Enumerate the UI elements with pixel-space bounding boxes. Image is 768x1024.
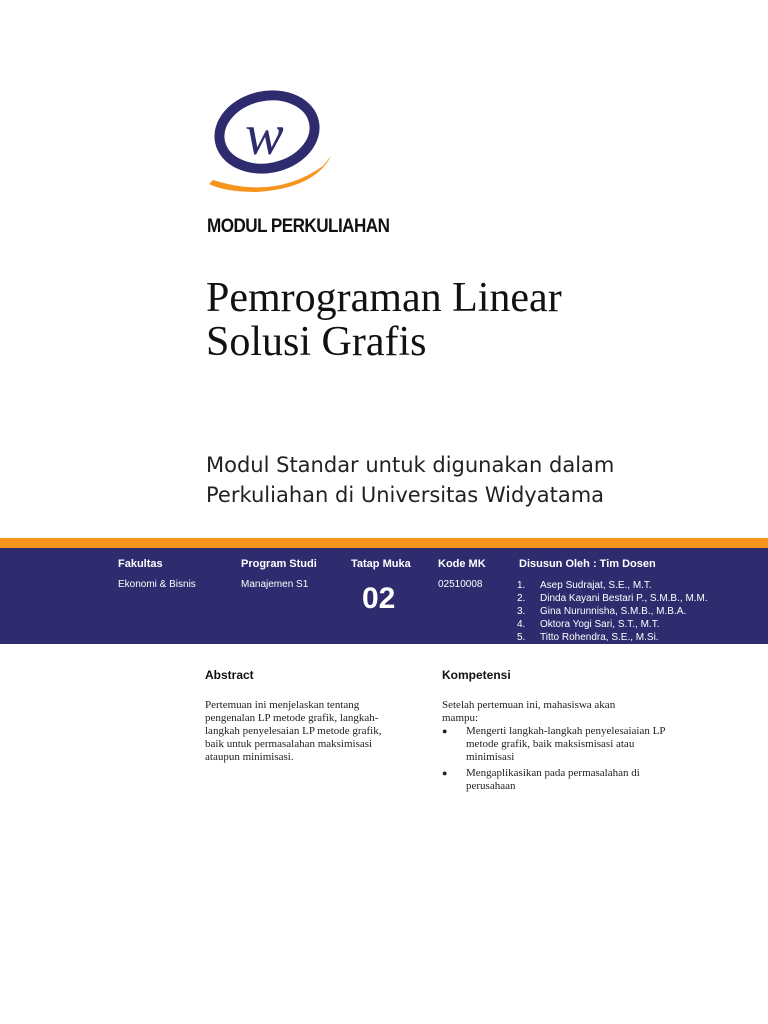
module-label: MODUL PERKULIAHAN bbox=[207, 216, 390, 237]
title-line-2: Solusi Grafis bbox=[206, 319, 427, 365]
kompetensi-item: ● Mengaplikasikan pada permasalahan di perusahaan bbox=[442, 767, 640, 792]
fakultas-value: Ekonomi & Bisnis bbox=[118, 579, 196, 590]
abstract-text: Pertemuan ini menjelaskan tentang pengenalan LP metode grafik, langkah-langkah penyelesaian LP metode grafik, baik untuk permasalahan maksimisasi ataupun minimisasi. bbox=[205, 699, 382, 763]
kompetensi-intro: Setelah pertemuan ini, mahasiswa akan mampu: bbox=[442, 699, 616, 724]
orange-divider bbox=[0, 538, 768, 548]
tatap-muka-label: Tatap Muka bbox=[351, 558, 411, 570]
fakultas-label: Fakultas bbox=[118, 558, 163, 570]
document-title bbox=[206, 276, 746, 364]
tatap-muka-value: 02 bbox=[362, 582, 396, 615]
university-logo bbox=[205, 88, 340, 198]
subtitle-line-2: Perkuliahan di Universitas Widyatama bbox=[206, 483, 605, 507]
author-item: 4. Oktora Yogi Sari, S.T., M.T. bbox=[517, 619, 660, 630]
author-item: 2. Dinda Kayani Bestari P., S.M.B., M.M. bbox=[517, 593, 708, 604]
title-line-1: Pemrograman Linear bbox=[206, 275, 562, 321]
subtitle-line-1: Modul Standar untuk digunakan dalam bbox=[206, 453, 615, 477]
author-item: 3. Gina Nurunnisha, S.M.B., M.B.A. bbox=[517, 606, 687, 617]
course-info-band bbox=[0, 548, 768, 644]
abstract-section bbox=[205, 668, 395, 764]
prodi-value: Manajemen S1 bbox=[241, 579, 309, 590]
disusun-label: Disusun Oleh : Tim Dosen bbox=[519, 558, 656, 570]
bullet-icon: ● bbox=[442, 726, 448, 736]
document-subtitle bbox=[206, 450, 726, 510]
kode-mk-label: Kode MK bbox=[438, 558, 486, 570]
bullet-icon: ● bbox=[442, 768, 448, 778]
kompetensi-section bbox=[442, 668, 672, 796]
author-list bbox=[517, 579, 708, 644]
prodi-label: Program Studi bbox=[241, 558, 317, 570]
author-item: 5. Titto Rohendra, S.E., M.Si. bbox=[517, 632, 659, 643]
kompetensi-heading: Kompetensi bbox=[442, 668, 511, 682]
logo-letter: w bbox=[245, 102, 284, 167]
kompetensi-list bbox=[442, 725, 672, 793]
kode-mk-value: 02510008 bbox=[438, 579, 483, 590]
abstract-heading: Abstract bbox=[205, 668, 254, 682]
author-item: 1. Asep Sudrajat, S.E., M.T. bbox=[517, 580, 652, 591]
kompetensi-item: ● Mengerti langkah-langkah penyelesaiaian LP metode grafik, baik maksismisasi atau minimisasi bbox=[442, 725, 666, 763]
